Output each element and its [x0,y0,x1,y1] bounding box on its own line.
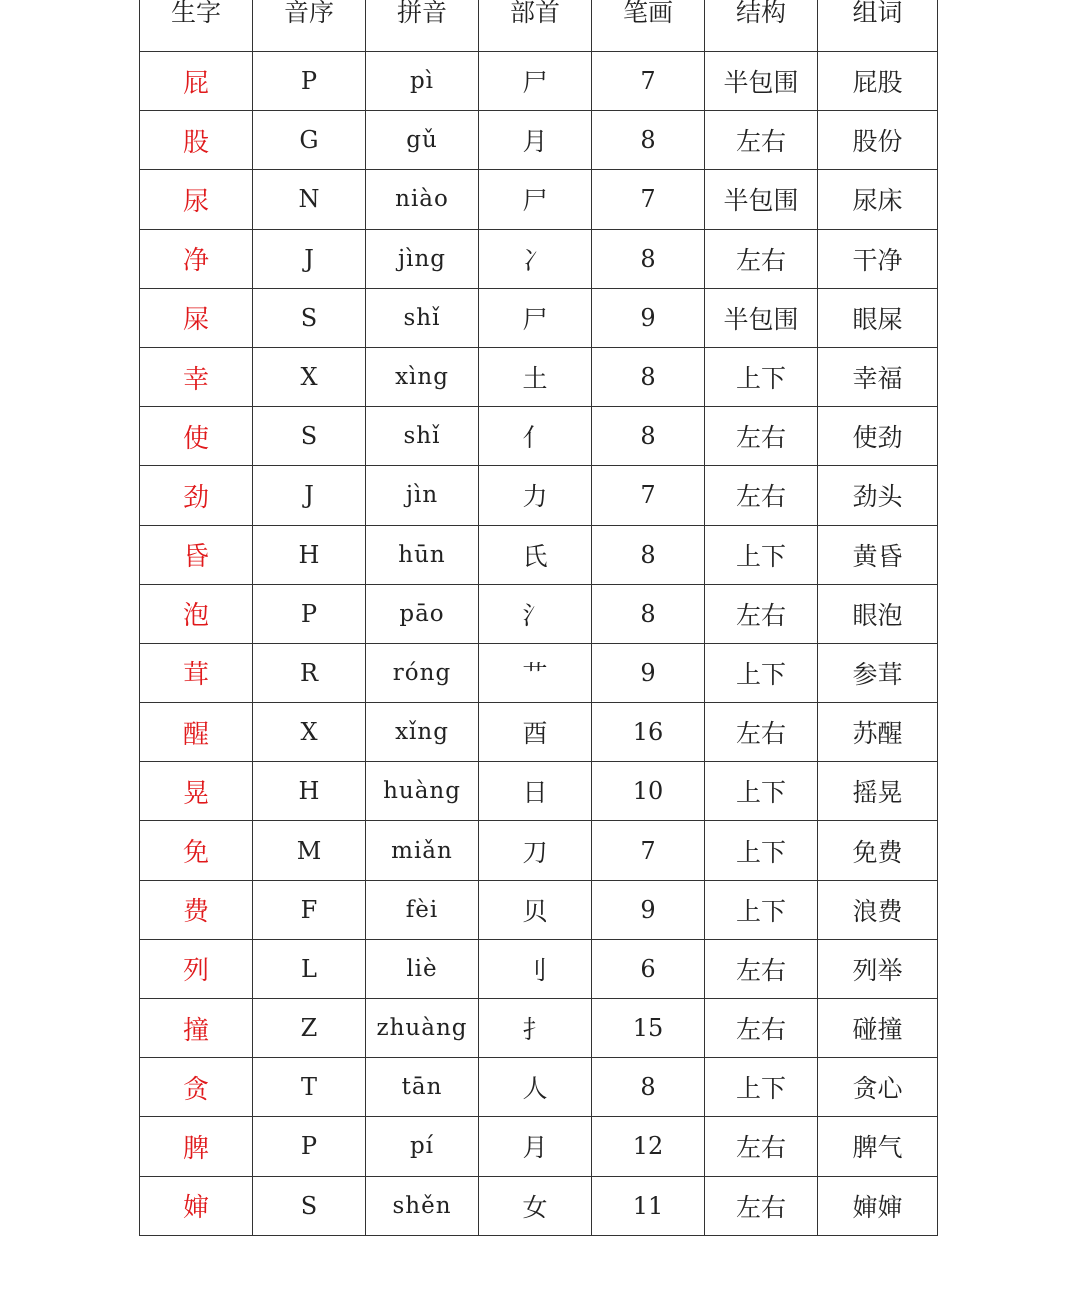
word-cell: 黄昏 [818,525,938,584]
structure-cell: 左右 [705,1117,818,1176]
vocabulary-table-container [139,0,937,1236]
table-row [140,762,938,821]
table-row [140,703,938,762]
character-cell: 撞 [140,999,253,1058]
character-cell: 晃 [140,762,253,821]
initial-letter-cell: S [253,288,366,347]
radical-cell: 贝 [479,880,592,939]
pinyin-cell: niào [366,170,479,229]
radical-cell: 月 [479,111,592,170]
stroke-count-cell: 8 [592,407,705,466]
pinyin-cell: jìn [366,466,479,525]
stroke-count-cell: 11 [592,1176,705,1235]
header-initial-letter: 音序 [253,0,366,52]
radical-cell: 酉 [479,703,592,762]
radical-cell: 亻 [479,407,592,466]
table-row [140,821,938,880]
initial-letter-cell: P [253,1117,366,1176]
structure-cell: 上下 [705,762,818,821]
pinyin-cell: xìng [366,347,479,406]
table-row [140,52,938,111]
table-row [140,288,938,347]
table-row [140,643,938,702]
radical-cell: 尸 [479,170,592,229]
structure-cell: 左右 [705,999,818,1058]
table-header-row [140,0,938,52]
structure-cell: 左右 [705,407,818,466]
table-row [140,584,938,643]
radical-cell: 月 [479,1117,592,1176]
structure-cell: 上下 [705,525,818,584]
table-row [140,466,938,525]
word-cell: 贪心 [818,1058,938,1117]
initial-letter-cell: S [253,407,366,466]
character-cell: 股 [140,111,253,170]
structure-cell: 左右 [705,1176,818,1235]
structure-cell: 上下 [705,643,818,702]
character-cell: 使 [140,407,253,466]
word-cell: 股份 [818,111,938,170]
radical-cell: 刂 [479,939,592,998]
structure-cell: 左右 [705,584,818,643]
character-cell: 幸 [140,347,253,406]
initial-letter-cell: H [253,762,366,821]
radical-cell: 女 [479,1176,592,1235]
stroke-count-cell: 7 [592,52,705,111]
character-cell: 婶 [140,1176,253,1235]
header-word: 组词 [818,0,938,52]
character-cell: 费 [140,880,253,939]
word-cell: 浪费 [818,880,938,939]
character-cell: 免 [140,821,253,880]
stroke-count-cell: 8 [592,584,705,643]
table-row [140,1117,938,1176]
initial-letter-cell: L [253,939,366,998]
radical-cell: 扌 [479,999,592,1058]
stroke-count-cell: 8 [592,111,705,170]
pinyin-cell: huàng [366,762,479,821]
pinyin-cell: pāo [366,584,479,643]
structure-cell: 半包围 [705,170,818,229]
stroke-count-cell: 7 [592,170,705,229]
table-row [140,1058,938,1117]
character-cell: 脾 [140,1117,253,1176]
character-cell: 净 [140,229,253,288]
header-character: 生字 [140,0,253,52]
word-cell: 屁股 [818,52,938,111]
initial-letter-cell: P [253,584,366,643]
radical-cell: 力 [479,466,592,525]
initial-letter-cell: R [253,643,366,702]
stroke-count-cell: 7 [592,821,705,880]
pinyin-cell: fèi [366,880,479,939]
table-row [140,229,938,288]
word-cell: 干净 [818,229,938,288]
stroke-count-cell: 6 [592,939,705,998]
table-row [140,525,938,584]
header-structure: 结构 [705,0,818,52]
structure-cell: 左右 [705,466,818,525]
structure-cell: 左右 [705,229,818,288]
structure-cell: 半包围 [705,52,818,111]
word-cell: 幸福 [818,347,938,406]
character-cell: 醒 [140,703,253,762]
pinyin-cell: pì [366,52,479,111]
word-cell: 使劲 [818,407,938,466]
stroke-count-cell: 8 [592,229,705,288]
vocabulary-table [139,0,938,1236]
radical-cell: 尸 [479,52,592,111]
pinyin-cell: tān [366,1058,479,1117]
header-pinyin: 拼音 [366,0,479,52]
initial-letter-cell: X [253,347,366,406]
initial-letter-cell: N [253,170,366,229]
pinyin-cell: hūn [366,525,479,584]
stroke-count-cell: 8 [592,525,705,584]
table-row [140,111,938,170]
initial-letter-cell: H [253,525,366,584]
structure-cell: 左右 [705,703,818,762]
table-row [140,407,938,466]
character-cell: 泡 [140,584,253,643]
initial-letter-cell: X [253,703,366,762]
stroke-count-cell: 8 [592,347,705,406]
word-cell: 参茸 [818,643,938,702]
initial-letter-cell: S [253,1176,366,1235]
stroke-count-cell: 16 [592,703,705,762]
stroke-count-cell: 9 [592,643,705,702]
table-body [140,52,938,1236]
initial-letter-cell: Z [253,999,366,1058]
initial-letter-cell: J [253,466,366,525]
radical-cell: 氏 [479,525,592,584]
radical-cell: 土 [479,347,592,406]
structure-cell: 上下 [705,821,818,880]
word-cell: 劲头 [818,466,938,525]
character-cell: 茸 [140,643,253,702]
radical-cell: 冫 [479,229,592,288]
table-row [140,880,938,939]
initial-letter-cell: F [253,880,366,939]
header-stroke-count: 笔画 [592,0,705,52]
initial-letter-cell: J [253,229,366,288]
word-cell: 眼泡 [818,584,938,643]
initial-letter-cell: G [253,111,366,170]
stroke-count-cell: 9 [592,880,705,939]
stroke-count-cell: 8 [592,1058,705,1117]
radical-cell: 氵 [479,584,592,643]
table-row [140,347,938,406]
character-cell: 列 [140,939,253,998]
word-cell: 列举 [818,939,938,998]
word-cell: 摇晃 [818,762,938,821]
pinyin-cell: zhuàng [366,999,479,1058]
word-cell: 眼屎 [818,288,938,347]
stroke-count-cell: 15 [592,999,705,1058]
word-cell: 脾气 [818,1117,938,1176]
character-cell: 尿 [140,170,253,229]
header-radical: 部首 [479,0,592,52]
character-cell: 屁 [140,52,253,111]
table-row [140,999,938,1058]
table-row [140,1176,938,1235]
character-cell: 贪 [140,1058,253,1117]
pinyin-cell: róng [366,643,479,702]
word-cell: 碰撞 [818,999,938,1058]
pinyin-cell: liè [366,939,479,998]
radical-cell: 尸 [479,288,592,347]
table-row [140,170,938,229]
structure-cell: 左右 [705,111,818,170]
pinyin-cell: shǐ [366,407,479,466]
stroke-count-cell: 10 [592,762,705,821]
stroke-count-cell: 12 [592,1117,705,1176]
radical-cell: 艹 [479,643,592,702]
character-cell: 屎 [140,288,253,347]
pinyin-cell: shǐ [366,288,479,347]
character-cell: 劲 [140,466,253,525]
word-cell: 婶婶 [818,1176,938,1235]
pinyin-cell: jìng [366,229,479,288]
word-cell: 免费 [818,821,938,880]
word-cell: 尿床 [818,170,938,229]
structure-cell: 左右 [705,939,818,998]
pinyin-cell: xǐng [366,703,479,762]
pinyin-cell: shěn [366,1176,479,1235]
initial-letter-cell: T [253,1058,366,1117]
stroke-count-cell: 7 [592,466,705,525]
structure-cell: 半包围 [705,288,818,347]
structure-cell: 上下 [705,1058,818,1117]
radical-cell: 人 [479,1058,592,1117]
stroke-count-cell: 9 [592,288,705,347]
pinyin-cell: pí [366,1117,479,1176]
structure-cell: 上下 [705,347,818,406]
pinyin-cell: gǔ [366,111,479,170]
radical-cell: 日 [479,762,592,821]
table-row [140,939,938,998]
radical-cell: 刀 [479,821,592,880]
pinyin-cell: miǎn [366,821,479,880]
initial-letter-cell: P [253,52,366,111]
initial-letter-cell: M [253,821,366,880]
structure-cell: 上下 [705,880,818,939]
character-cell: 昏 [140,525,253,584]
word-cell: 苏醒 [818,703,938,762]
